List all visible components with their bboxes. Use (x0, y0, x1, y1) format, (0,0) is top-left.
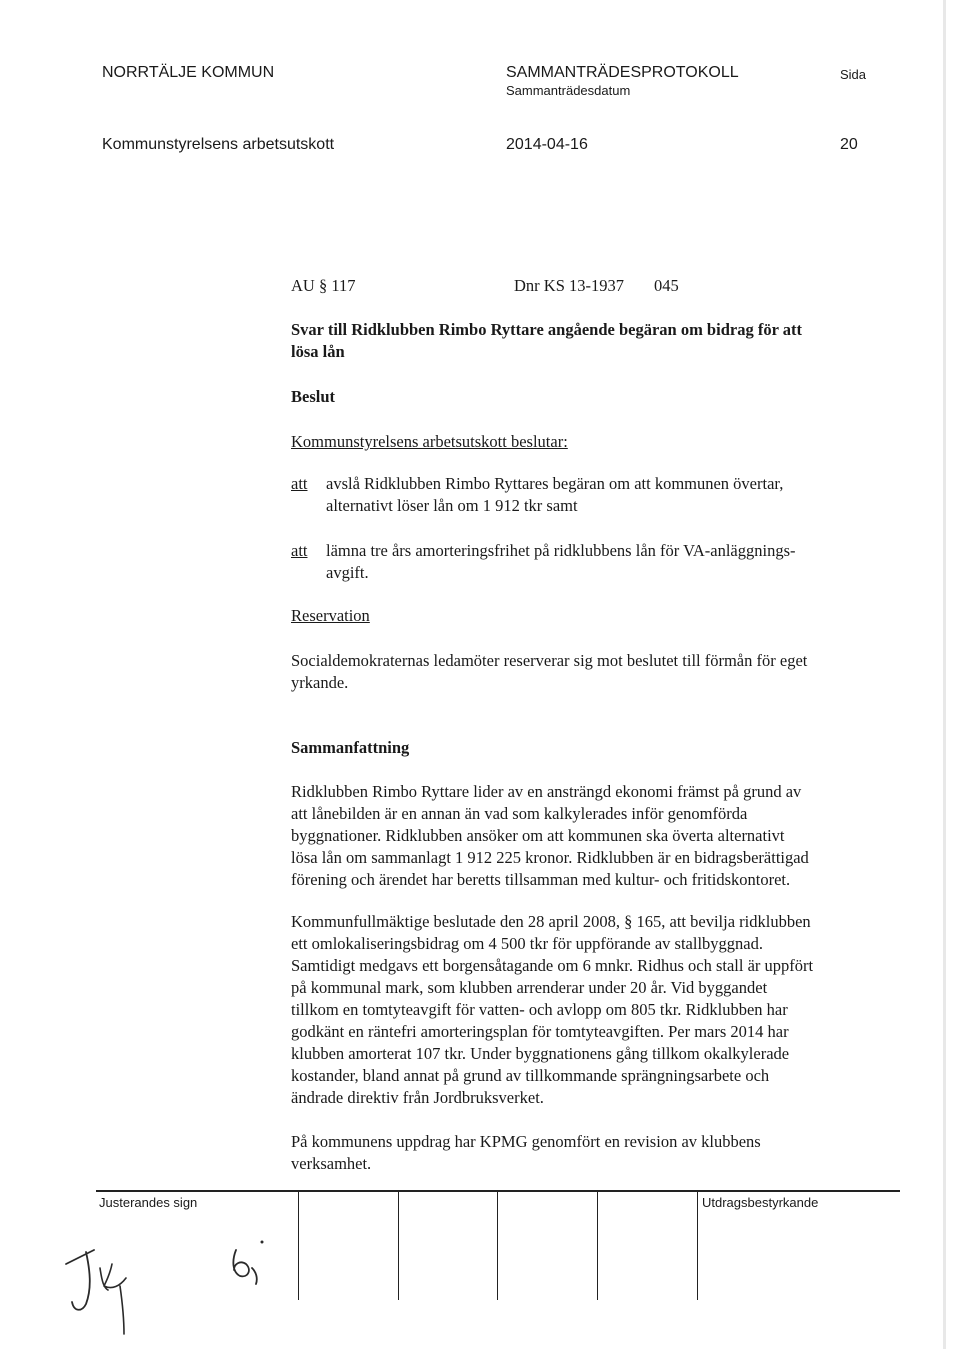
summary-paragraph-1 (291, 781, 891, 891)
reservation-heading: Reservation (291, 606, 370, 625)
summary-p2-line: ändrade direktiv från Jordbruksverket. (291, 1088, 544, 1107)
handwritten-initials-signature (60, 1230, 170, 1340)
decision-1-line-1: avslå Ridklubben Rimbo Ryttares begäran om att kommunen övertar, (326, 474, 784, 493)
decision-1-line-2: alternativt löser lån om 1 912 tkr samt (326, 496, 578, 515)
reservation-line-2: yrkande. (291, 673, 349, 692)
municipality-name: NORRTÄLJE KOMMUN (102, 64, 275, 81)
justerandes-sign-label: Justerandes sign (99, 1195, 198, 1210)
dnr: Dnr KS 13-1937 (514, 276, 624, 295)
decision-marker-2: att (291, 541, 308, 560)
dnr-code: 045 (654, 276, 679, 295)
reservation-line-1: Socialdemokraternas ledamöter reserverar sig mot beslutet till förmån för eget (291, 651, 808, 670)
summary-paragraph-3 (291, 1131, 891, 1175)
handwritten-initial-mark (222, 1232, 282, 1292)
case-title-line-1: Svar till Ridklubben Rimbo Ryttare angående begäran om bidrag för att (291, 320, 802, 339)
case-title-line-2: lösa lån (291, 342, 345, 361)
summary-p3-line: På kommunens uppdrag har KPMG genomfört en revision av klubbens (291, 1132, 761, 1151)
summary-p2-line: Samtidigt medgavs ett borgensåtagande om 6 mnkr. Ridhus och stall är uppfört (291, 956, 814, 975)
beslut-intro: Kommunstyrelsens arbetsutskott beslutar: (291, 432, 568, 451)
decision-2-line-1: lämna tre års amorteringsfrihet på ridklubbens lån för VA-anläggnings- (326, 541, 796, 560)
page-label: Sida (840, 67, 867, 82)
summary-heading: Sammanfattning (291, 738, 410, 757)
page-number: 20 (840, 136, 858, 153)
paragraph-number: AU § 117 (291, 276, 356, 295)
committee-name: Kommunstyrelsens arbetsutskott (102, 136, 335, 153)
summary-p2-line: tillkom en tomtyteavgift för vatten- och avlopp om 805 tkr. Ridklubben har (291, 1000, 788, 1019)
summary-p2-line: Kommunfullmäktige beslutade den 28 april 2008, § 165, att bevilja ridklubben (291, 912, 811, 931)
summary-p3-line: verksamhet. (291, 1154, 372, 1173)
meeting-date: 2014-04-16 (506, 136, 588, 153)
summary-paragraph-2 (291, 911, 891, 1109)
signature-cell-divider (597, 1190, 598, 1300)
scan-edge (943, 0, 946, 1349)
summary-p2-line: kostander, bland annat på grund av tillkommande sprängningsarbete och (291, 1066, 770, 1085)
summary-p1-line: Ridklubben Rimbo Ryttare lider av en ansträngd ekonomi främst på grund av (291, 782, 802, 801)
document-type: SAMMANTRÄDESPROTOKOLL (506, 64, 739, 81)
beslut-heading: Beslut (291, 387, 336, 406)
decision-2-line-2: avgift. (326, 563, 369, 582)
summary-p2-line: godkänt en räntefri amorteringsplan för tomtyteavgiften. Per mars 2014 har (291, 1022, 789, 1041)
signature-cell-divider (497, 1190, 498, 1300)
summary-p2-line: ett omlokaliseringsbidrag om 4 500 tkr för uppförande av stallbyggnad. (291, 934, 763, 953)
summary-p1-line: att lånebilden är en annan än vad som kalkylerades inför genomförda (291, 804, 748, 823)
summary-p2-line: på kommunal mark, som klubben arrenderar under 20 år. Vid byggandet (291, 978, 768, 997)
summary-p2-line: klubben amorterat 107 tkr. Under byggnationens gång tillkom okalkylerade (291, 1044, 790, 1063)
date-label: Sammanträdesdatum (506, 83, 631, 98)
signature-cell-divider (398, 1190, 399, 1300)
signature-cell-divider (697, 1190, 698, 1300)
summary-p1-line: förening och ärendet har beretts tillsamman med kultur- och fritidskontoret. (291, 870, 791, 889)
signature-cell-divider (298, 1190, 299, 1300)
utdragsbestyrkande-label: Utdragsbestyrkande (702, 1195, 819, 1210)
signature-table-top-rule (96, 1190, 900, 1192)
summary-p1-line: lösa lån om sammanlagt 1 912 225 kronor. Ridklubben är en bidragsberättigad (291, 848, 809, 867)
decision-marker-1: att (291, 474, 308, 493)
summary-p1-line: byggnationer. Ridklubben ansöker om att kommunen ska överta alternativt (291, 826, 785, 845)
